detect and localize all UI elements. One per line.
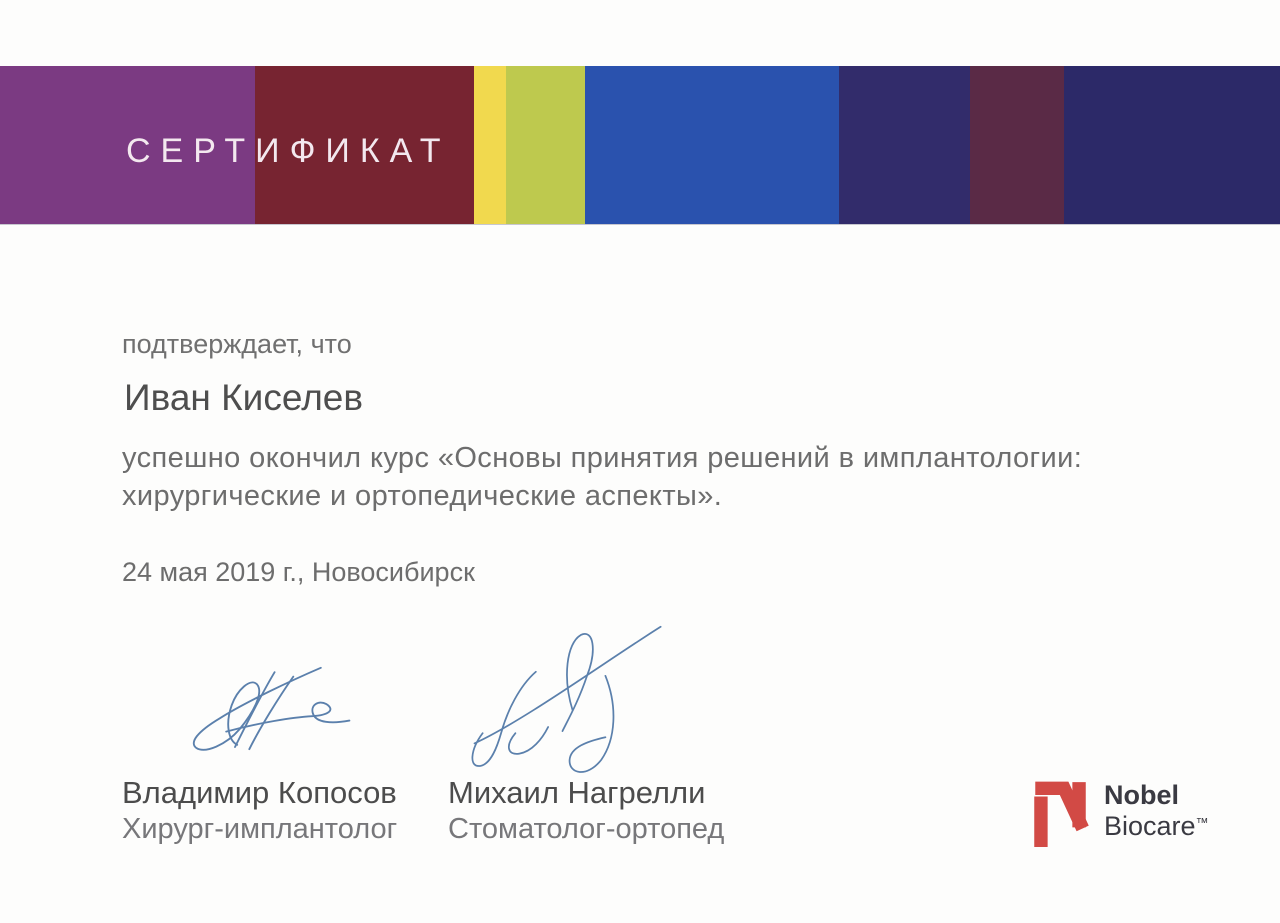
- signatory-2-title: Стоматолог-ортопед: [448, 813, 725, 845]
- nobel-biocare-logo: [1030, 779, 1260, 849]
- band-block-yellow-green: [506, 66, 585, 224]
- confirm-line: подтверждает, что: [122, 329, 352, 359]
- signatory-1-title: Хирург-имплантолог: [122, 813, 398, 845]
- certificate-title: СЕРТИФИКАТ: [126, 132, 451, 170]
- course-line-1: успешно окончил курс «Основы принятия решений в имплантологии:: [122, 442, 1083, 474]
- course-line-2: хирургические и ортопедические аспекты».: [122, 480, 723, 512]
- nobel-n-icon: [1030, 779, 1090, 847]
- signatory-2-name: Михаил Нагрелли: [448, 775, 706, 810]
- signature-1-handwriting: [178, 648, 358, 758]
- band-block-royal-blue: [585, 66, 839, 224]
- recipient-name: Иван Киселев: [124, 377, 364, 418]
- brand-line-2: Biocare™: [1104, 811, 1209, 841]
- trademark-symbol: ™: [1195, 815, 1209, 830]
- band-block-dark-navy: [839, 66, 970, 224]
- signatory-1-name: Владимир Копосов: [122, 775, 397, 810]
- signature-2-handwriting: [452, 612, 677, 797]
- date-and-place: 24 мая 2019 г., Новосибирск: [122, 557, 475, 587]
- brand-wordmark: [1104, 781, 1209, 840]
- band-block-navy: [1064, 66, 1280, 224]
- band-block-yellow: [474, 66, 506, 224]
- band-block-dark-plum: [970, 66, 1064, 224]
- brand-line-1: Nobel: [1104, 780, 1180, 810]
